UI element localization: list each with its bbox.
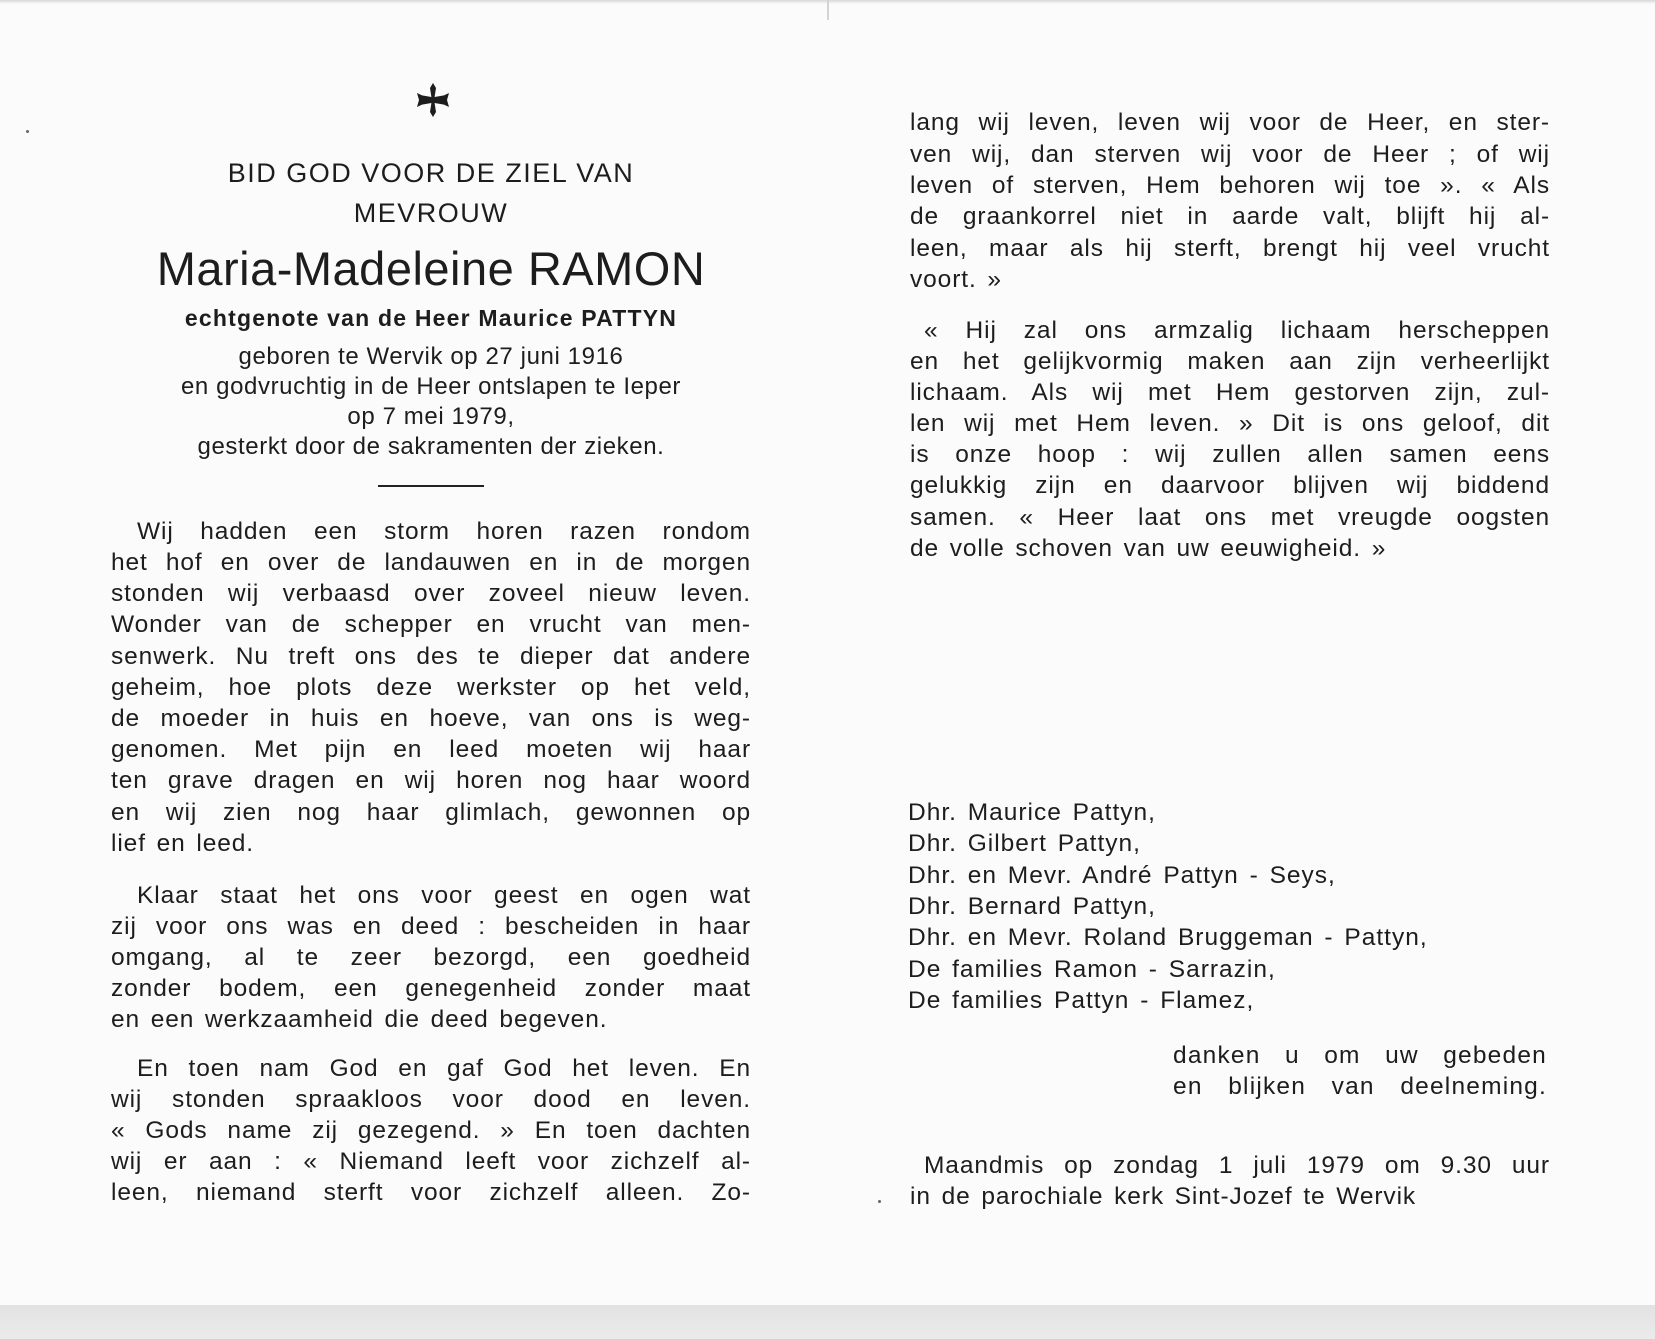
text-line: zij voor ons was en deed : bescheiden in haar: [111, 913, 751, 940]
thanks-line: danken u om uw gebeden: [1173, 1042, 1547, 1069]
text-line: len wij met Hem leven. » Dit is ons geloof, dit: [910, 410, 1550, 437]
text-line: leen, niemand sterft voor zichzelf alleen. Zo-: [111, 1179, 751, 1206]
text-line: genomen. Met pijn en leed moeten wij haar: [111, 736, 751, 763]
text-line: de moeder in huis en hoeve, van ons is weg-: [111, 705, 751, 732]
text-line: de volle schoven van uw eeuwigheid. »: [910, 535, 1387, 562]
divider-rule: [378, 485, 484, 487]
family-member: Dhr. en Mevr. Roland Bruggeman - Pattyn,: [908, 924, 1428, 951]
prayer-heading: BID GOD VOOR DE ZIEL VAN: [227, 158, 635, 188]
text-line: de graankorrel niet in aarde valt, blijft hij al-: [910, 203, 1550, 230]
text-line: leen, maar als hij sterft, brengt hij veel vrucht: [910, 235, 1550, 262]
text-line: is onze hoop : wij zullen allen samen eens: [910, 441, 1550, 468]
deceased-name: Maria-Madeleine RAMON: [156, 242, 706, 295]
text-line: Klaar staat het ons voor geest en ogen wat: [137, 882, 751, 909]
family-member: De families Ramon - Sarrazin,: [908, 956, 1276, 983]
family-member: Dhr. Gilbert Pattyn,: [908, 830, 1141, 857]
text-line: stonden wij verbaasd over zoveel nieuw leven.: [111, 580, 751, 607]
paper-speck: [26, 130, 29, 133]
text-line: lichaam. Als wij met Hem gestorven zijn, zul-: [910, 379, 1550, 406]
text-line: Wonder van de schepper en vrucht van men-: [111, 611, 751, 638]
family-member: Dhr. en Mevr. André Pattyn - Seys,: [908, 862, 1336, 889]
birth-line: geboren te Wervik op 27 juni 1916: [238, 343, 624, 370]
text-line: lang wij leven, leven wij voor de Heer, en ster-: [910, 109, 1550, 136]
text-line: zonder bodem, een genegenheid zonder maat: [111, 975, 751, 1002]
cross-icon: [408, 80, 458, 120]
text-line: het hof en over de landauwen en in de morgen: [111, 549, 751, 576]
mass-announcement: Maandmis op zondag 1 juli 1979 om 9.30 uur: [924, 1152, 1550, 1179]
text-line: En toen nam God en gaf God het leven. En: [137, 1055, 751, 1082]
text-line: Wij hadden een storm horen razen rondom: [137, 518, 751, 545]
text-line: voort. »: [910, 266, 1002, 293]
text-line: omgang, al te zeer bezorgd, een goedheid: [111, 944, 751, 971]
text-line: geheim, hoe plots deze werkster op het veld,: [111, 674, 751, 701]
title-mevrouw: MEVROUW: [353, 198, 509, 228]
text-line: en het gelijkvormig maken aan zijn verheerlijkt: [910, 348, 1550, 375]
text-line: senwerk. Nu treft ons des te dieper dat andere: [111, 643, 751, 670]
center-fold: [827, 0, 829, 20]
thanks-line: en blijken van deelneming.: [1173, 1073, 1547, 1100]
text-line: leven of sterven, Hem behoren wij toe ». « Als: [910, 172, 1550, 199]
text-line: wij er aan : « Niemand leeft voor zichzelf al-: [111, 1148, 751, 1175]
scan-background: [0, 1305, 1655, 1339]
family-member: Dhr. Bernard Pattyn,: [908, 893, 1156, 920]
text-line: wij stonden spraakloos voor dood en leven.: [111, 1086, 751, 1113]
family-member: De families Pattyn - Flamez,: [908, 987, 1255, 1014]
mass-location: in de parochiale kerk Sint-Jozef te Wervik: [910, 1183, 1417, 1210]
text-line: lief en leed.: [111, 830, 255, 857]
text-line: « Hij zal ons armzalig lichaam herscheppen: [924, 317, 1550, 344]
text-line: samen. « Heer laat ons met vreugde oogsten: [910, 504, 1550, 531]
text-line: en wij zien nog haar glimlach, gewonnen op: [111, 799, 751, 826]
text-line: ten grave dragen en wij horen nog haar woord: [111, 767, 751, 794]
text-line: gelukkig zijn en daarvoor blijven wij biddend: [910, 472, 1550, 499]
sacraments-line: gesterkt door de sakramenten der zieken.: [197, 433, 665, 460]
family-member: Dhr. Maurice Pattyn,: [908, 799, 1156, 826]
text-line: ven wij, dan sterven wij voor de Heer ; of wij: [910, 141, 1550, 168]
death-line: en godvruchtig in de Heer ontslapen te Ieper: [180, 373, 682, 400]
death-date-line: op 7 mei 1979,: [347, 403, 515, 430]
spouse-line: echtgenote van de Heer Maurice PATTYN: [184, 305, 678, 331]
text-line: « Gods name zij gezegend. » En toen dachten: [111, 1117, 751, 1144]
text-line: en een werkzaamheid die deed begeven.: [111, 1006, 608, 1033]
paper-speck: [878, 1200, 881, 1203]
